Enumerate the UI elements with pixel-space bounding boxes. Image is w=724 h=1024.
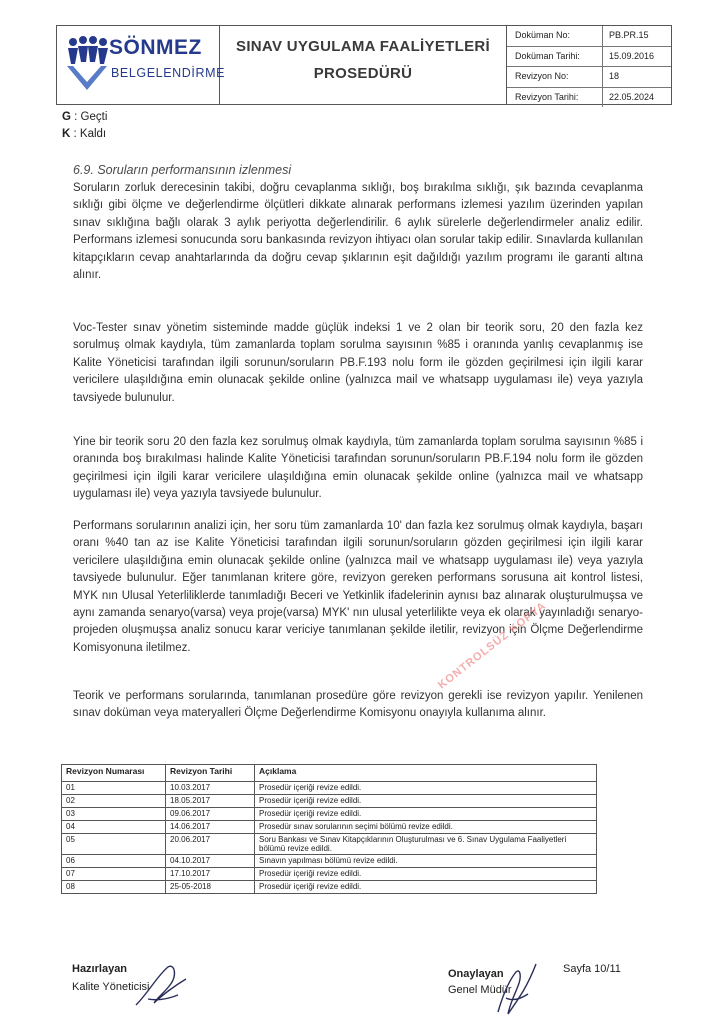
- revision-date: 20.06.2017: [166, 834, 255, 855]
- revision-date: 10.03.2017: [166, 782, 255, 795]
- legend-pass: [62, 111, 107, 123]
- table-row: [62, 808, 597, 821]
- table-row: [62, 855, 597, 868]
- paragraph-5: Teorik ve performans sorularında, tanımlanan prosedüre göre revizyon gerekli ise revizyon yapılır. Yenilenen sınav doküman veya materyalleri Ölçme Değerlendirme Komisyonu onayıyla kullanıma alınır.: [73, 690, 643, 720]
- logo-figures-icon: [65, 34, 109, 94]
- prepared-signature-icon: [128, 955, 198, 1015]
- revision-description: Prosedür içeriği revize edildi.: [255, 881, 597, 894]
- meta-row: [507, 47, 671, 68]
- prepared-role: Kalite Yöneticisi: [72, 981, 150, 993]
- legend-pass-key: G: [62, 111, 71, 123]
- revision-number: 08: [62, 881, 166, 894]
- column-header: Açıklama: [255, 765, 597, 782]
- table-row: [62, 834, 597, 855]
- title-line-2: PROSEDÜRÜ: [313, 65, 413, 82]
- meta-value: 22.05.2024: [609, 91, 655, 102]
- title-line-1: SINAV UYGULAMA FAALİYETLERİ: [236, 38, 490, 55]
- section-title: 6.9. Soruların performansının izlenmesi: [73, 163, 292, 177]
- meta-value: 18: [609, 71, 620, 81]
- revision-description: Prosedür içeriği revize edildi.: [255, 782, 597, 795]
- revision-number: 04: [62, 821, 166, 834]
- revision-date: 14.06.2017: [166, 821, 255, 834]
- revision-description: Prosedür içeriği revize edildi.: [255, 868, 597, 881]
- company-logo: [57, 26, 226, 104]
- legend-fail-key: K: [62, 128, 71, 140]
- page-number: Sayfa 10/11: [563, 963, 621, 975]
- revision-number: 03: [62, 808, 166, 821]
- meta-label: Revizyon No:: [507, 67, 603, 87]
- meta-label: Revizyon Tarihi:: [507, 88, 603, 108]
- revision-number: 01: [62, 782, 166, 795]
- revision-description: Prosedür sınav sorularının seçimi bölümü revize edildi.: [255, 821, 597, 834]
- revision-date: 18.05.2017: [166, 795, 255, 808]
- prepared-label: Hazırlayan: [72, 963, 128, 975]
- meta-row: [507, 26, 671, 47]
- meta-label: Doküman Tarihi:: [507, 47, 603, 67]
- legend-pass-text: : Geçti: [74, 111, 108, 123]
- revision-description: Prosedür içeriği revize edildi.: [255, 795, 597, 808]
- meta-value: 15.09.2016: [609, 50, 655, 61]
- paragraph-4: Performans sorularının analizi için, her soru tüm zamanlarda 10' dan fazla kez sorulmuş olmak kaydıyla, başarı oranı %40 tan az ise Kalite Yöneticisi tarafından ilgili sorunun/soruların gözden geçirilmesi için ilgili karar vericilere ulaşıldığına emin olunacak şekilde online (yalnızca mail ve whatsapp uygulaması ile) veya yazıyla tavsiyede bulunulur. Eğer tanımlanan kritere göre, revizyon gereken performans sorusuna ait kontrol listesi, MYK nın Ulusal Yeterliliklerde tanımladığı Beceri ve Yetkinlik ifadelerinin aynısı baz alınarak oluşturulmuşsa ve aynı zamanda senaryo(varsa) veya proje(varsa) MYK' nın ulusal yeterlilikte veya ek olarak yayınladığı senaryo-projeden oluşmuşsa analiz sonucu karar vericiye tanımlanan şekilde iletilir, revizyon için Ölçme Değerlendirme Komisyonuna iletilmez.: [73, 520, 643, 654]
- meta-row: [507, 88, 671, 108]
- table-header-row: [62, 765, 597, 782]
- table-row: [62, 821, 597, 834]
- revision-date: 04.10.2017: [166, 855, 255, 868]
- paragraph-3: Yine bir teorik soru 20 den fazla kez sorulmuş olmak kaydıyla, tüm zamanlarda toplam sorulma sayısının %85 i oranında boş bırakılması halinde Kalite Yöneticisi tarafından sorunun/soruların PB.F.194 nolu form ile gözden geçirilmesi için ilgili karar vericilere ulaşıldığına emin olunacak şekilde online (yalnızca mail ve whatsapp uygulaması ile) veya yazıyla tavsiyede bulunulur.: [73, 436, 643, 501]
- table-row: [62, 795, 597, 808]
- document-meta-table: [507, 26, 671, 107]
- revision-history-table: [61, 764, 597, 894]
- table-row: [62, 868, 597, 881]
- meta-label: Doküman No:: [507, 26, 603, 46]
- legend-fail-text: : Kaldı: [73, 128, 107, 140]
- logo-name: SÖNMEZ: [109, 36, 202, 59]
- revision-description: Sınavın yapılması bölümü revize edildi.: [255, 855, 597, 868]
- revision-description: Soru Bankası ve Sınav Kitapçıklarının Oluşturulması ve 6. Sınav Uygulama Faaliyetleri bölümü revize edildi.: [255, 834, 597, 855]
- uncontrolled-copy-stamp: KONTROLSÜZ KOPYA: [436, 599, 549, 692]
- revision-number: 02: [62, 795, 166, 808]
- approved-label: Onaylayan: [448, 968, 504, 980]
- revision-date: 17.10.2017: [166, 868, 255, 881]
- revision-date: 09.06.2017: [166, 808, 255, 821]
- approved-signature-icon: [488, 958, 548, 1020]
- legend-fail: [62, 128, 106, 140]
- document-title: [220, 26, 507, 104]
- logo-subtitle: BELGELENDİRME: [111, 66, 226, 80]
- column-header: Revizyon Numarası: [62, 765, 166, 782]
- revision-number: 06: [62, 855, 166, 868]
- table-row: [62, 881, 597, 894]
- paragraph-1: Soruların zorluk derecesinin takibi, doğru cevaplanma sıklığı, boş bırakılma sıklığı, şık bazında cevaplanma sıklığı gibi ölçme ve değerlendirme ölçütleri dikkate alınarak performans izlemesi yazılım üzerinden yapılan sınav sıklığına bağlı olarak 3 aylık periyotta değerlendirilir. 6 aylık sürelerle değerlendirmeler analiz edilir. Performans izlemesi sonucunda soru bankasında revizyon ihtiyacı olan sorular takip edilir. Sınavlarda kullanılan kitapçıkların cevap anahtarlarında da doğru cevap şıklarının eşit dağıldığı yazılım programı ile garanti altına alınır.: [73, 182, 643, 282]
- approved-role: Genel Müdür: [448, 984, 512, 996]
- revision-number: 07: [62, 868, 166, 881]
- meta-row: [507, 67, 671, 88]
- column-header: Revizyon Tarihi: [166, 765, 255, 782]
- table-row: [62, 782, 597, 795]
- meta-value: PB.PR.15: [609, 30, 649, 40]
- document-header: [56, 25, 672, 105]
- revision-description: Prosedür içeriği revize edildi.: [255, 808, 597, 821]
- revision-number: 05: [62, 834, 166, 855]
- revision-date: 25-05-2018: [166, 881, 255, 894]
- paragraph-2: Voc-Tester sınav yönetim sisteminde madde güçlük indeksi 1 ve 2 olan bir teorik soru, 20 den fazla kez sorulmuş olmak kaydıyla, tüm zamanlarda toplam sorulma sayısının %85 i oranında yanlış cevaplanmış ise Kalite Yöneticisi tarafından ilgili sorunun/soruların PB.F.193 nolu form ile gözden geçirilmesi için ilgili karar vericilere ulaşıldığına emin olunacak şekilde online (yalnızca mail ve whatsapp uygulaması ile) veya yazıyla tavsiyede bulunulur.: [73, 322, 643, 404]
